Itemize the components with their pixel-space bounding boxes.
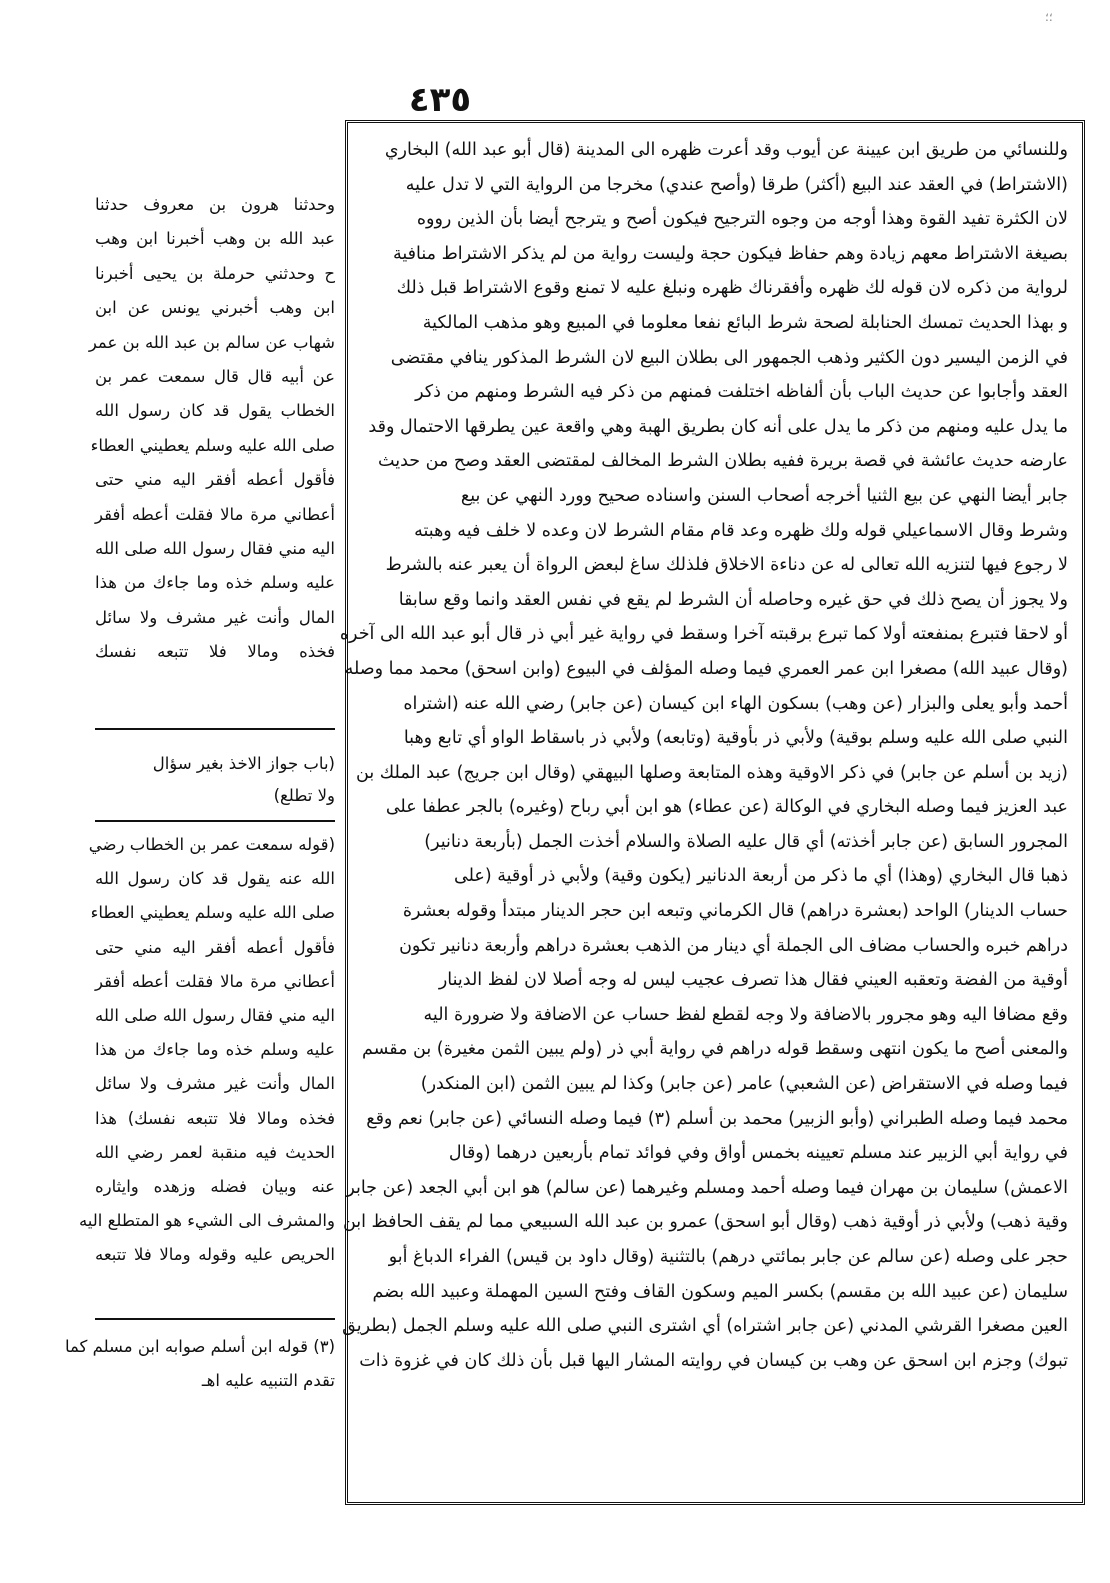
sidebar-divider-middle (95, 820, 335, 822)
text-line: الاعمش) سليمان بن مهران فيما وصله أحمد ومسلم وغيرهما (عن سالم) هو ابن أبي الجعد (عن جابر (346, 1177, 1068, 1198)
hadith-line: ابن وهب أخبرني يونس عن ابن (95, 298, 335, 318)
commentary-line: (قوله سمعت عمر بن الخطاب رضي (88, 835, 335, 854)
footnote-line: تقدم التنبيه عليه اهـ (201, 1371, 335, 1390)
text-line: عارضه حديث عائشة في قصة بريرة ففيه بطلان الشرط المخالف لمقتضى العقد وصح من حديث (378, 451, 1068, 472)
commentary-line: اليه مني فقال رسول الله صلى الله (95, 1006, 335, 1026)
text-line: وشرط وقال الاسماعيلي قوله ولك ظهره وعد قام مقام الشرط لان وعده لا خلف فيه وهبته (414, 520, 1068, 541)
sidebar-chapter-heading (95, 748, 335, 816)
hadith-line: أعطاني مرة مالا فقلت أعطه أفقر (95, 504, 335, 524)
text-line: دراهم خبره والحساب مضاف الى الجملة أي دينار من الذهب بعشرة دراهم وأربعة دنانير تكون (399, 935, 1068, 956)
page-number: ٤٣٥ (408, 80, 472, 120)
text-line: و بهذا الحديث تمسك الحنابلة لصحة شرط البائع نفعا معلوما في المبيع وهو مذهب المالكية (422, 312, 1068, 333)
commentary-line: عنه وبيان فضله وزهده وايثاره (95, 1177, 335, 1197)
text-line: (زيد بن أسلم عن جابر) في ذكر الاوقية وهذه المتابعة وصلها البيهقي (وقال ابن جريج) عبد الملك بن (356, 762, 1068, 783)
commentary-line: الله عنه يقول قد كان رسول الله (95, 869, 335, 889)
sidebar-footnote (64, 1330, 335, 1400)
chapter-heading-line: ولا تطلع) (273, 786, 335, 805)
text-line: أوقية من الفضة وتعقبه العيني فقال هذا تصرف عجيب ليس له وجه أصلا لان لفظ الدينار (438, 970, 1068, 991)
text-line: (الاشتراط) في العقد عند البيع (أكثر) طرقا (وأصح عندي) مخرجا من الرواية التي لا تدل عليه (405, 174, 1068, 195)
commentary-line: عليه وسلم خذه وما جاءك من هذا (95, 1040, 335, 1060)
commentary-line: المال وأنت غير مشرف ولا سائل (95, 1074, 335, 1094)
text-line: لا رجوع فيها لتنزيه الله تعالى له عن دناءة الاخلاق فلذلك ساغ لبعض الرواة أن يعبر عنه بالشرط (385, 555, 1068, 576)
text-line: في الزمن اليسير دون الكثير وذهب الجمهور الى بطلان البيع لان الشرط المذكور ينافي مقتضى (390, 347, 1068, 368)
text-line: لان الكثرة تفيد القوة وهذا أوجه من وجوه الترجيح فيكون أصح و يترجح أيضا بأن الذين رووه (416, 209, 1068, 230)
text-line: سليمان (عن عبيد الله بن مقسم) بكسر الميم وسكون القاف وفتح السين المهملة وعبيد الله بضم (372, 1281, 1068, 1302)
text-line: فيما وصله في الاستقراض (عن الشعبي) عامر (عن جابر) وكذا لم يبين الثمن (ابن المنكدر) (420, 1074, 1068, 1095)
text-line: العقد وأجابوا عن حديث الباب بأن ألفاظه اختلفت فمنهم من ذكر فيه الشرط ومنهم من ذكر (415, 382, 1068, 403)
commentary-line: أعطاني مرة مالا فقلت أعطه أفقر (95, 971, 335, 991)
text-line: جابر أيضا النهي عن بيع الثنيا أخرجه أصحاب السنن واسناده صحيح وورد النهي عن بيع (460, 485, 1068, 506)
text-line: في رواية أبي الزبير عند مسلم تعيينه بخمس أواق وفي فوائد تمام بأربعين درهما (وقال (448, 1143, 1068, 1164)
margin-mark: ؛؛ (1045, 10, 1053, 24)
text-line: حساب الدينار) الواحد (بعشرة دراهم) قال الكرماني وتبعه ابن حجر الدينار مبتدأ وقوله بعشرة (402, 901, 1068, 922)
hadith-line: اليه مني فقال رسول الله صلى الله (95, 539, 335, 559)
text-line: العين مصغرا القرشي المدني (عن جابر اشتراه) أي اشترى النبي صلى الله عليه وسلم الجمل (بطريق (342, 1316, 1068, 1337)
main-text-frame (339, 120, 1085, 1505)
hadith-line: فخذه ومالا فلا تتبعه نفسك (95, 642, 335, 662)
footnote-line: (٣) قوله ابن أسلم صوابه ابن مسلم كما (64, 1337, 335, 1356)
hadith-line: عليه وسلم خذه وما جاءك من هذا (95, 573, 335, 593)
hadith-line: فأقول أعطه أفقر اليه مني حتى (95, 470, 335, 490)
hadith-line: المال وأنت غير مشرف ولا سائل (95, 607, 335, 627)
sidebar-divider-top (95, 728, 335, 730)
text-line: وللنسائي من طريق ابن عيينة عن أيوب وقد أعرت ظهره الى المدينة (قال أبو عبد الله) البخاري (384, 140, 1068, 160)
text-line: حجر على وصله (عن سالم عن جابر بمائتي درهم) بالتثنية (وقال داود بن قيس) الفراء الدباغ أبو (388, 1247, 1068, 1267)
hadith-line: عن أبيه قال قال سمعت عمر بن (95, 367, 335, 387)
sidebar-commentary-text (78, 828, 335, 1308)
text-line: والمعنى أصح ما يكون انتهى وسقط قوله دراهم في رواية أبي ذر (ولم يبين الثمن مغيرة) بن مقسم (361, 1039, 1068, 1060)
hadith-line: وحدثنا هرون بن معروف حدثنا (95, 195, 335, 214)
commentary-line: الحريص عليه وقوله ومالا فلا تتبعه (95, 1245, 335, 1265)
hadith-line: عبد الله بن وهب أخبرنا ابن وهب (95, 229, 335, 249)
text-line: أحمد وأبو يعلى والبزار (عن وهب) بسكون الهاء ابن كيسان (عن جابر) رضي الله عنه (اشتراه (403, 693, 1068, 714)
commentary-line: فخذه ومالا فلا تتبعه نفسك) هذا (95, 1108, 335, 1128)
text-line: النبي صلى الله عليه وسلم بوقية) ولأبي ذر بأوقية (وتابعه) ولأبي ذر باسقاط الواو أي تابع وهبا (403, 728, 1068, 749)
text-line: ولا يجوز أن يصح ذلك في حق غيره وحاصله أن الشرط لم يقع في نفس العقد وانما وقع سابقا (398, 589, 1068, 610)
sidebar-divider-bottom (95, 1318, 335, 1320)
hadith-line: صلى الله عليه وسلم يعطيني العطاء (90, 435, 335, 455)
text-line: لرواية من ذكره لان قوله لك ظهره وأفقرناك ظهره ونبلغ عليه لا تمنع وقوع الاشتراط قبل ذلك (396, 278, 1068, 299)
commentary-line: والمشرف الى الشيء هو المتطلع اليه (78, 1211, 335, 1231)
text-line: أو لاحقا فتبرع بمنفعته أولا كما تبرع برقبته آخرا وسقط في رواية غير أبي ذر قال أبو عبد الله الى آخره (339, 624, 1068, 645)
text-line: ذهبا قال البخاري (وهذا) أي ما ذكر من أربعة الدنانير (يكون وقية) ولأبي ذر أوقية (على (454, 866, 1068, 887)
hadith-line: الخطاب يقول قد كان رسول الله (95, 401, 335, 421)
text-line: (وقال عبيد الله) مصغرا ابن عمر العمري فيما وصله المؤلف في البيوع (وابن اسحق) محمد مما وصله (344, 658, 1068, 679)
commentary-line: الحديث فيه منقبة لعمر رضي الله (95, 1142, 335, 1162)
text-line: بصيغة الاشتراط معهم زيادة وهم حفاظ فيكون حجة وليست رواية من لم يذكر الاشتراط منافية (393, 243, 1068, 264)
text-line: ما يدل عليه ومنهم من ذكر ما يدل على أنه كان بطريق الهبة وهي واقعة عين يطرقها الاحتمال وقد (368, 416, 1068, 437)
text-line: عبد العزيز فيما وصله البخاري في الوكالة (عن عطاء) هو ابن أبي رباح (وغيره) بالجر عطفا على (385, 797, 1068, 818)
sidebar-hadith-text (88, 188, 335, 718)
text-line: محمد فيما وصله الطبراني (وأبو الزبير) محمد بن أسلم (٣) فيما وصله النسائي (عن جابر) نعم وقع (366, 1108, 1068, 1129)
hadith-line: ح وحدثني حرملة بن يحيى أخبرنا (95, 263, 335, 283)
commentary-line: فأقول أعطه أفقر اليه مني حتى (95, 937, 335, 957)
text-line: وقية ذهب) ولأبي ذر أوقية ذهب (وقال أبو اسحق) عمرو بن عبد الله السبيعي مما لم يقف الحافظ ابن (342, 1212, 1068, 1233)
commentary-line: صلى الله عليه وسلم يعطيني العطاء (90, 903, 335, 923)
text-line: تبوك) وجزم ابن اسحق عن وهب بن كيسان في روايته المشار اليها قبل بأن ذلك كان في غزوة ذات (359, 1350, 1068, 1371)
chapter-heading-line: (باب جواز الاخذ بغير سؤال (152, 754, 335, 773)
text-line: المجرور السابق (عن جابر أخذته) أي قال عليه الصلاة والسلام أخذت الجمل (بأربعة دنانير) (424, 831, 1068, 852)
text-line: وقع مضافا اليه وهو مجرور بالاضافة ولا وجه لقطع لفظ حساب عن الاضافة ولا ضرورة اليه (423, 1004, 1068, 1025)
main-commentary-text (339, 133, 1068, 1378)
hadith-line: شهاب عن سالم بن عبد الله بن عمر (88, 332, 335, 352)
